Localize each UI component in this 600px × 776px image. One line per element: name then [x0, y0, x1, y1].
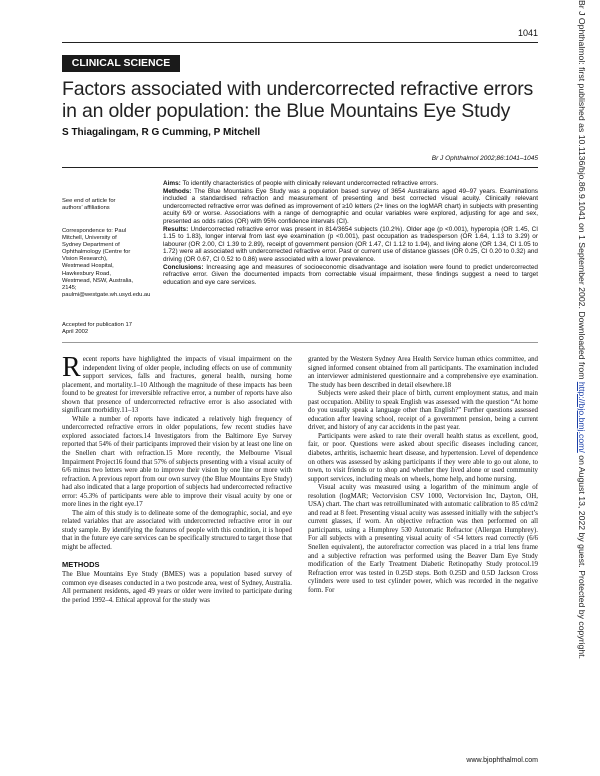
article-authors: S Thiagalingam, R G Cumming, P Mitchell [62, 127, 261, 138]
page-number: 1041 [517, 28, 538, 38]
abstract-results [163, 226, 538, 264]
methods-heading: METHODS [62, 559, 100, 569]
intro-paragraph-2: While a number of reports have indicated a relatively high frequency of undercorrected refractive errors in older populations, few recent studies have explored associated factors.14 Investigators from the Baltimore Eye Survey reported that 54% of their participants improved their vision by at least one line on the Snellen chart with refraction.15 More recently, the Melbourne Visual Impairment Project16 found that 57% of subjects presenting with a visual acuity of 6/6 minus two letters were able to improve their vision by one line or more with refraction. A previous report from our own survey (the Blue Mountains Eye Study) had also indicated that a large proportion of subjects had undercorrected refractive error: 45.3% of participants were able to improve their visual acuity by one or more lines in the right eye.17 [62, 415, 292, 509]
body-paragraph-4: Visual acuity was measured using a logarithm of the minimum angle of resolution (logMAR; Vectorvision CSV 1000, Vectorvision Inc, Dayton, OH, USA) chart. The chart was retroilluminated with automatic calibration to 85 cd/m2 and read at 8 feet. Presenting visual acuity was assessed initially with the subject’s current glasses, if worn. An objective refraction was then performed on all participants, using a Humphrey 530 Automatic Refractor (Allergan Humphrey). For all subjects with a presenting visual acuity of <54 letters read correctly (6/6 Snellen equivalent), the autorefractor correction was placed in a trial lens frame and a subjective refraction was performed using the Beaver Dam Eye Study modification of the Early Treatment Diabetic Retinopathy Study protocol.19 Refraction error was tested in 0.25D steps. Both 0.25D and 0.5D Jackson Cross cylinders were used to test cylinder power, which was recorded in the negative form. For [308, 484, 538, 594]
sidebar-correspondence: Correspondence to: Paul Mitchell, University of Sydney Department of Ophthalmology (Centre for Vision Research), Westmead Hospital, Hawkesbury Road, Westmead, NSW, Australia, 2145; paulmi@westgate.wh.usyd.edu.au [62, 228, 151, 298]
bjo-link[interactable]: http://bjo.bmj.com/ [577, 381, 587, 453]
vertical-suffix: on August 13, 2022 by guest. Protected by copyright. [577, 452, 587, 660]
methods-paragraph-1: The Blue Mountains Eye Study (BMES) was a population based survey of common eye diseases conducted in a two postcode area, west of Sydney, Australia. All permanent residents, aged 49 years or older were invited to participate during the period 1992–4. Ethical approval for the study was [62, 571, 292, 604]
abstract-conclusions [163, 264, 538, 287]
methods-text: The Blue Mountains Eye Study was a population based survey of 3654 Australians aged 49–97 years. Examinations included a standardised refraction and measurement of presenting and best corrected visual acuity. Clinically relevant undercorrected refractive error was defined as improvement of ≥10 letters (2+ lines on the logMAR chart) in subjects with presenting acuity 6/9 or worse. Associations with a range of demographic and ocular variables were explored, adjusting for age and sex, presented as odds ratios (OR) with 95% confidence intervals (CI). [163, 187, 538, 225]
section-banner: CLINICAL SCIENCE [62, 55, 180, 72]
methods-label: Methods: [163, 187, 192, 195]
aims-label: Aims: [163, 180, 181, 187]
abstract-methods [163, 188, 538, 226]
intro-paragraph-3: The aim of this study is to delineate some of the demographic, social, and eye related variables that are associated with undercorrected refractive error in our study sample. By identifying the features of people with this condition, it is hoped that in the future eye care services can be specifically structured to target those that might be affected. [62, 509, 292, 552]
drop-cap: R [62, 352, 81, 383]
body-paragraph-3: Participants were asked to rate their overall health status as excellent, good, fair, or poor. Questions were asked about specific diseases including cancer, diabetes, arthritis, ischaemic heart disease, and hypertension. Level of dependence on others was assessed by asking participants if they were able to go out alone, to town, to visit friends or to shop and whether they lived alone or used community support services, including meals on wheels, home help, and home nursing. [308, 432, 538, 483]
results-label: Results: [163, 225, 189, 233]
intro-paragraph-1 [62, 352, 292, 416]
results-text: Undercorrected refractive error was present in 814/3654 subjects (10.2%). Older age (p <0.001), hyperopia (OR 1.45, CI 1.15 to 1.83), longer interval from last eye examination (p <0.001), past occupation as tradesperson (OR 1.64, 1.13 to 3.29) or labourer (OR 2.00, CI 1.39 to 2.89), receipt of government pension (OR 1.47, CI 1.12 to 1.94), and living alone (OR 1.34, CI 1.05 to 1.72) were all associated with undercorrected refractive error. Past or current use of distance glasses (OR 0.25, CI 0.20 to 0.32) and driving (OR 0.67, CI 0.52 to 0.86) were associated with a lower prevalence. [163, 225, 538, 263]
conclusions-label: Conclusions: [163, 263, 204, 271]
abstract [163, 180, 538, 286]
title-rule [62, 167, 538, 168]
body-paragraph-2: Subjects were asked their place of birth, current employment status, and main past occupation. Ability to speak English was assessed with the question “At home do you usually speak a language other than English?” Further questions assessed education after leaving school, receipt of a government pension, being a current driver, and history of any car accidents in the past year. [308, 390, 538, 432]
abstract-rule [62, 342, 538, 343]
header-rule [62, 42, 538, 43]
sidebar-accepted: Accepted for publication 17 April 2002 [62, 322, 132, 336]
journal-url-footer: www.bjophthalmol.com [466, 757, 538, 764]
abstract-aims [163, 180, 538, 188]
aims-text: To identify characteristics of people with clinically relevant undercorrected refractive errors. [182, 180, 439, 187]
vertical-download-notice [563, 0, 600, 776]
sidebar-see-end: See end of article for authors’ affiliations [62, 198, 116, 212]
article-title: Factors associated with undercorrected refractive errors in an older population: the Blue Mountains Eye Study [62, 78, 534, 122]
intro-p1-text: ecent reports have highlighted the impacts of visual impairment on the independent living of older people, including effects on use of community support services, falls and fractures, general health, nursing home placement, and mortality.1–10 Although the magnitude of these impacts has been found to be greatest for irreversible refractive error, a number of reports have also shown that presence of undercorrected refractive error is also associated with significant morbidity.11–13 [62, 356, 292, 415]
right-column [308, 356, 538, 595]
body-paragraph-1: granted by the Western Sydney Area Health Service human ethics committee, and signed informed consent obtained from all participants. The examination included an interviewer administered questionnaire and a comprehensive eye examination. The study has been described in detail elsewhere.18 [308, 356, 538, 389]
journal-citation: Br J Ophthalmol 2002;86:1041–1045 [431, 155, 538, 162]
left-column [62, 352, 292, 605]
conclusions-text: Increasing age and measures of socioeconomic disadvantage and isolation were found to predict undercorrected refractive error. Given the documented impacts from correctable visual impairment, these findings suggest a need to target education and eye care services. [163, 263, 538, 286]
vertical-prefix: Br J Ophthalmol: first published as 10.1136/bjo.86.9.1041 on 1 September 2002. Downloaded from [577, 0, 587, 382]
